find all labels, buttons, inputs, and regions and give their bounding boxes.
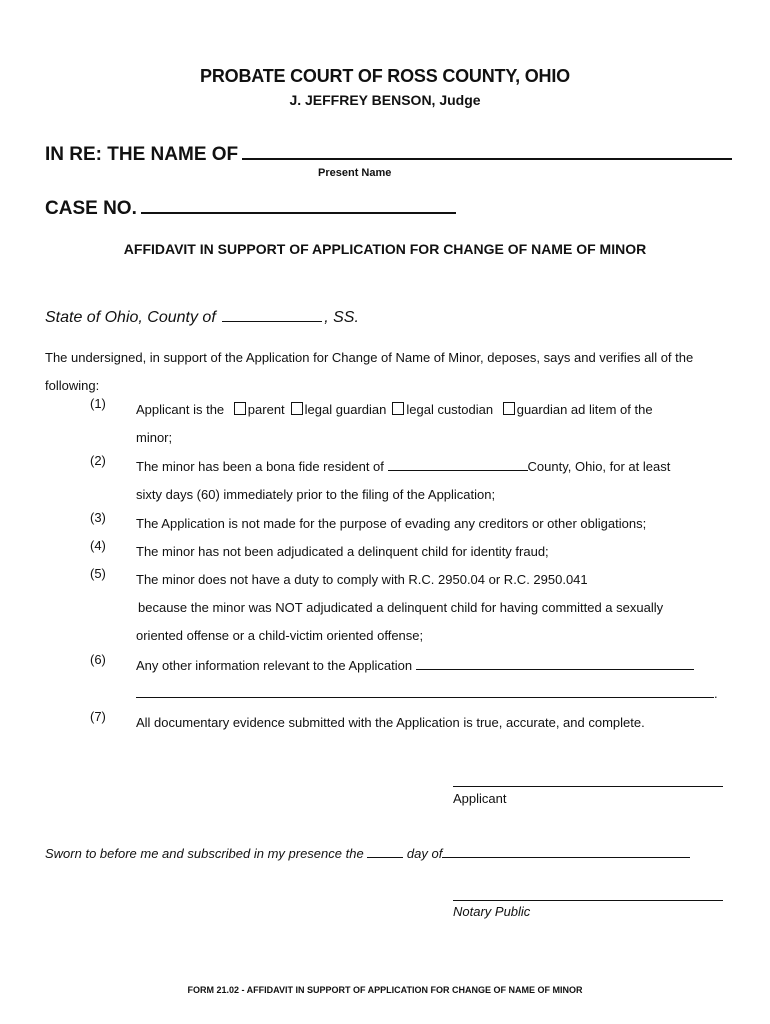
residence-county-field[interactable] [388,458,528,471]
item-1-suffix: minor; [136,430,173,445]
form-footer: FORM 21.02 - AFFIDAVIT IN SUPPORT OF APPLICATION FOR CHANGE OF NAME OF MINOR [187,985,583,995]
item-text: The Application is not made for the purpose of evading any creditors or other obligations; [136,516,647,531]
present-name-field[interactable] [242,142,732,160]
document-title: AFFIDAVIT IN SUPPORT OF APPLICATION FOR CHANGE OF NAME OF MINOR [123,241,647,257]
case-no-label: CASE NO. [45,198,137,219]
parent-label: parent [247,402,285,417]
item-number: (2) [90,453,106,468]
legal-custodian-label: legal custodian [406,402,494,417]
other-information-field[interactable] [416,657,694,670]
guardian-ad-litem-checkbox[interactable] [503,402,515,415]
item-text [136,652,736,708]
venue-prefix: State of Ohio, County of [45,309,216,326]
court-name: PROBATE COURT OF ROSS COUNTY, OHIO [200,66,570,86]
sworn-text-a: Sworn to before me and subscribed in my presence the [45,846,364,861]
day-field[interactable] [367,845,403,858]
item-text [136,453,736,509]
applicant-label: Applicant [453,791,507,806]
notary-label: Notary Public [453,904,531,919]
item-text: The minor has not been adjudicated a delinquent child for identity fraud; [136,544,549,559]
parent-checkbox[interactable] [234,402,246,415]
case-no-field[interactable] [141,196,456,214]
notary-signature-line[interactable] [453,900,723,901]
judge-name: J. JEFFREY BENSON, Judge [289,92,481,108]
in-re-line [45,142,732,166]
item-number: (7) [90,709,106,724]
legal-guardian-checkbox[interactable] [291,402,303,415]
item-text: All documentary evidence submitted with the Application is true, accurate, and complete. [136,715,645,730]
guardian-ad-litem-label: guardian ad litem of the [516,402,653,417]
case-no-line [45,196,456,220]
item-6-text: Any other information relevant to the Application [136,658,413,673]
item-text [136,566,736,650]
item-number: (3) [90,510,106,525]
item-1-prefix: Applicant is the [136,402,225,417]
item-number: (4) [90,538,106,553]
other-information-field-line-2[interactable] [136,685,714,698]
item-text [136,396,736,452]
item-number: (5) [90,566,106,581]
legal-custodian-checkbox[interactable] [392,402,404,415]
intro-paragraph: The undersigned, in support of the Application for Change of Name of Minor, deposes, says and verifies all of the following: [45,350,694,393]
item-number: (6) [90,652,106,667]
legal-guardian-label: legal guardian [304,402,387,417]
present-name-caption: Present Name [318,167,392,179]
in-re-label: IN RE: THE NAME OF [45,144,239,165]
item-2-text-c: sixty days (60) immediately prior to the filing of the Application; [136,487,496,502]
venue-line [45,307,359,327]
item-6-end: . [714,686,718,701]
item-5-line-1: The minor does not have a duty to comply with R.C. 2950.04 or R.C. 2950.041 [136,572,588,587]
item-2-text-b: County, Ohio, for at least [527,459,671,474]
month-year-field[interactable] [442,845,690,858]
applicant-signature-line[interactable] [453,786,723,787]
sworn-text-b: day of [406,846,443,861]
sworn-statement [45,845,690,861]
item-2-text-a: The minor has been a bona fide resident of [136,459,384,474]
item-5-line-3: oriented offense or a child-victim oriented offense; [136,628,424,643]
item-number: (1) [90,396,106,411]
item-5-line-2: because the minor was NOT adjudicated a delinquent child for having committed a sexually [138,600,664,615]
county-field[interactable] [222,307,322,322]
venue-suffix: , SS. [324,309,359,326]
